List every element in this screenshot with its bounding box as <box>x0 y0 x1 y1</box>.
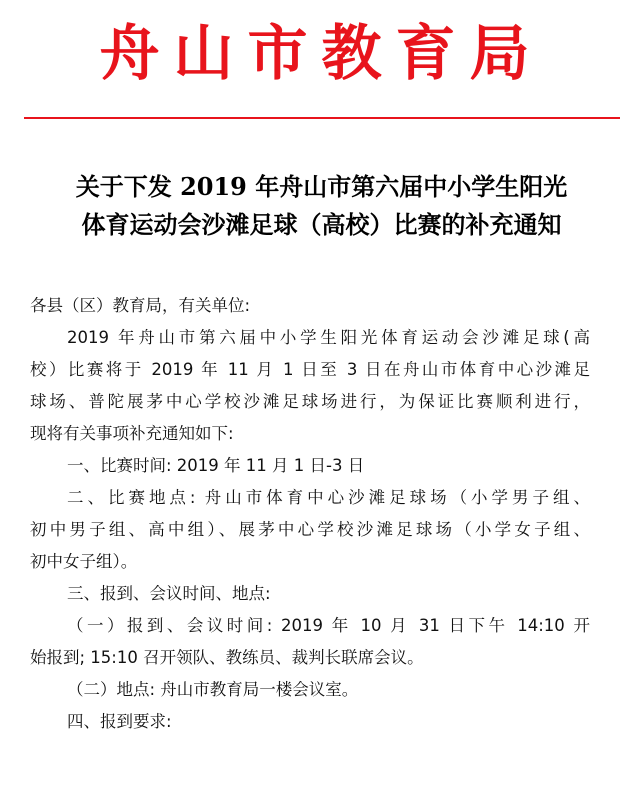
title-line-1: 关于下发 2019 年舟山市第六届中小学生阳光 <box>75 172 568 201</box>
body-line: 2019 年舟山市第六届中小学生阳光体育运动会沙滩足球(高 <box>67 328 590 347</box>
document-body <box>30 290 590 738</box>
body-line: 初中男子组、高中组）、展茅中心学校沙滩足球场（小学女子组、 <box>30 520 590 539</box>
body-line: 始报到; 15:10 召开领队、教练员、裁判长联席会议。 <box>30 648 424 667</box>
body-line: 现将有关事项补充通知如下: <box>30 424 234 443</box>
red-divider <box>24 117 620 119</box>
section-heading: 四、报到要求: <box>67 712 172 731</box>
body-line: 球场、普陀展茅中心学校沙滩足球场进行，为保证比赛顺利进行， <box>30 392 590 411</box>
body-line: 校）比赛将于 2019 年 11 月 1 日至 3 日在舟山市体育中心沙滩足 <box>30 360 590 379</box>
document-title <box>0 168 643 244</box>
body-line: 初中女子组）。 <box>30 552 138 571</box>
issuer-masthead: 舟山市教育局 <box>99 19 544 89</box>
section-heading: 一、比赛时间: 2019 年 11 月 1 日-3 日 <box>67 456 365 475</box>
body-line: （二）地点: 舟山市教育局一楼会议室。 <box>67 680 359 699</box>
title-line-2: 体育运动会沙滩足球（高校）比赛的补充通知 <box>81 210 562 239</box>
section-heading: 三、报到、会议时间、地点: <box>67 584 271 603</box>
salutation: 各县（区）教育局，有关单位: <box>30 296 251 315</box>
body-line: （一）报到、会议时间: 2019 年 10 月 31 日下午 14:10 开 <box>67 616 590 635</box>
body-line: 二、比赛地点: 舟山市体育中心沙滩足球场（小学男子组、 <box>67 488 590 507</box>
